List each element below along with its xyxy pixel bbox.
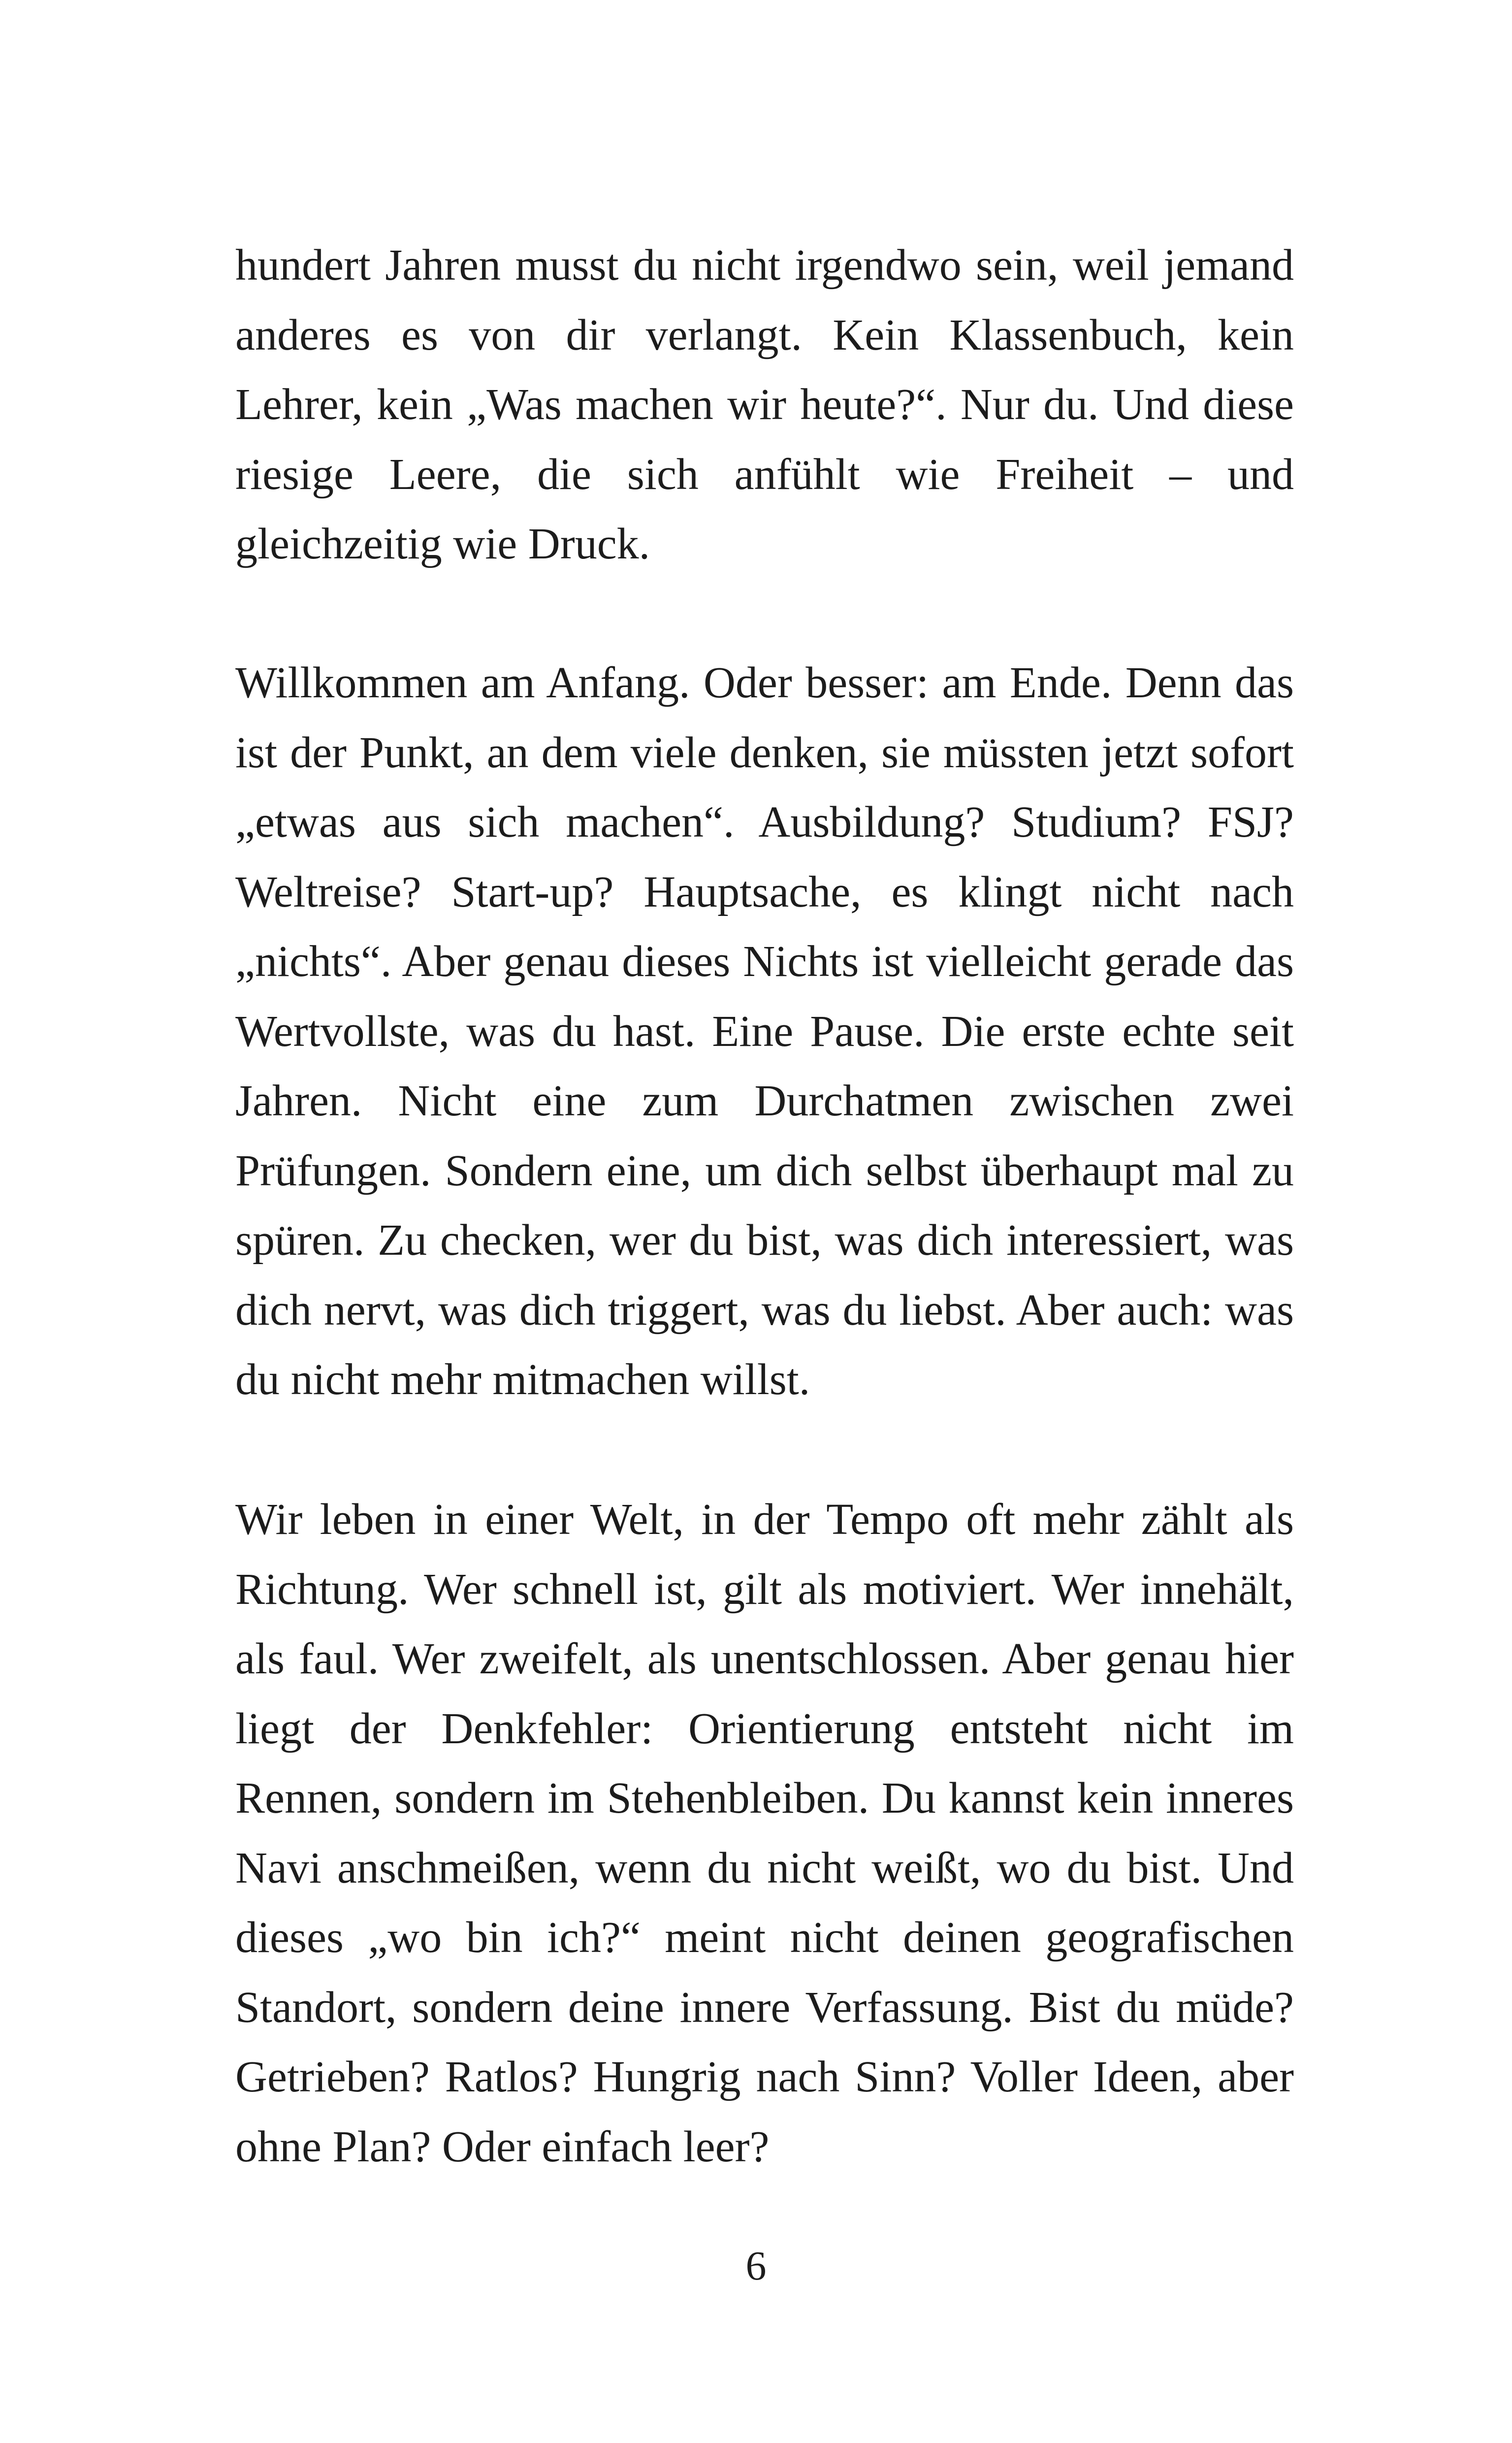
paragraph-2: Willkommen am Anfang. Oder besser: am Ende. Denn das ist der Punkt, an dem viele denken, sie müssten jetzt sofort „etwas aus sich machen“. Ausbildung? Studium? FSJ? Weltreise? Start-up? Hauptsache, es klingt nicht nach „nichts“. Aber genau dieses Nichts ist vielleicht gerade das Wertvollste, was du hast. Eine Pause. Die erste echte seit Jahren. Nicht eine zum Durchatmen zwischen zwei Prüfungen. Sondern eine, um dich selbst überhaupt mal zu spüren. Zu checken, wer du bist, was dich interessiert, was dich nervt, was dich triggert, was du liebst. Aber auch: was du nicht mehr mitmachen willst.	[235, 658, 1294, 1404]
paragraph-1: hundert Jahren musst du nicht irgendwo sein, weil jemand anderes es von dir verlangt. Kein Klassenbuch, kein Lehrer, kein „Was machen wir heute?“. Nur du. Und diese riesige Leere, die sich anfühlt wie Freiheit – und gleichzeitig wie Druck.	[235, 241, 1294, 568]
page-number: 6	[745, 2243, 767, 2289]
paragraph-3: Wir leben in einer Welt, in der Tempo oft mehr zählt als Richtung. Wer schnell ist, gilt als motiviert. Wer innehält, als faul. Wer zweifelt, als unentschlossen. Aber genau hier liegt der Denkfehler: Orientierung entsteht nicht im Rennen, sondern im Stehenbleiben. Du kannst kein inneres Navi anschmeißen, wenn du nicht weißt, wo du bist. Und dieses „wo bin ich?“ meint nicht deinen geografischen Standort, sondern deine innere Verfassung. Bist du müde? Getrieben? Ratlos? Hungrig nach Sinn? Voller Ideen, aber ohne Plan? Oder einfach leer?	[235, 1495, 1294, 2171]
